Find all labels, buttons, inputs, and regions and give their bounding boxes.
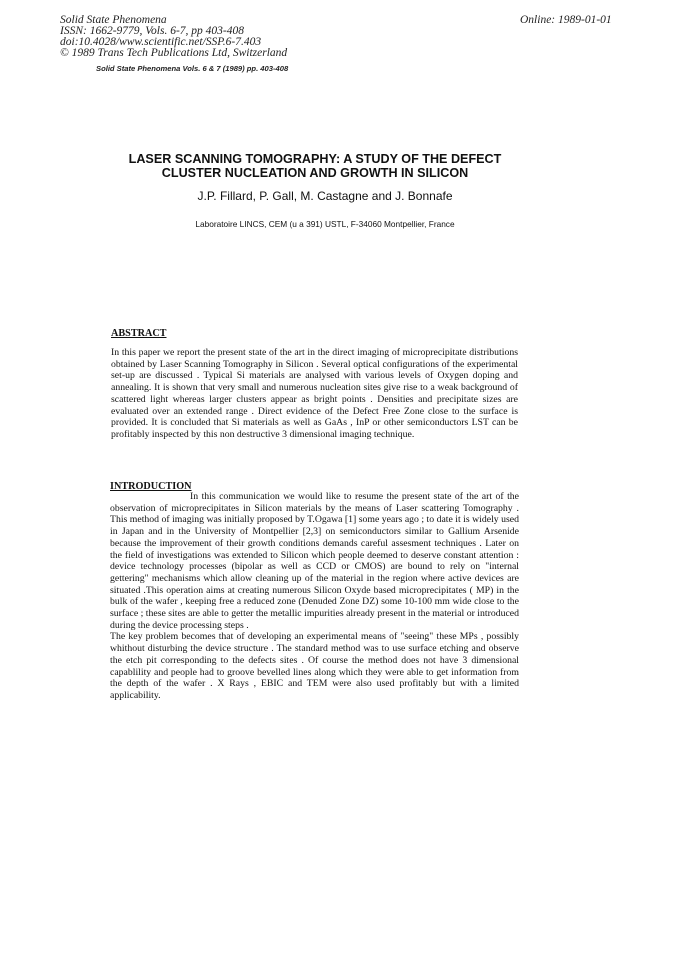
online-date: Online: 1989-01-01 bbox=[520, 14, 612, 26]
introduction-paragraph-1 bbox=[110, 491, 519, 631]
paper-authors: J.P. Fillard, P. Gall, M. Castagne and J. Bonnafe bbox=[197, 189, 453, 203]
publication-metadata bbox=[60, 15, 390, 59]
journal-name: Solid State Phenomena bbox=[60, 14, 167, 26]
running-head: Solid State Phenomena Vols. 6 & 7 (1989) pp. 403-408 bbox=[96, 64, 289, 73]
introduction-body bbox=[110, 491, 519, 702]
copyright-line: © 1989 Trans Tech Publications Ltd, Switzerland bbox=[60, 47, 288, 59]
introduction-heading: INTRODUCTION bbox=[110, 481, 192, 492]
paper-title: LASER SCANNING TOMOGRAPHY: A STUDY OF THE DEFECT CLUSTER NUCLEATION AND GROWTH IN SILICON bbox=[128, 152, 502, 180]
introduction-paragraph-1-text: In this communication we would like to resume the present state of the art of the observation of microprecipitates in Silicon materials by the means of Laser scattering Tomography . This method of imaging was initially proposed by T.Ogawa [1] some years ago ; to date it is widely used in Japan and in the University of Montpellier [2,3] on semiconductors similar to Gallium Arsenide because the improvement of their growth conditions demands careful assesment techniques . Later on the field of investigations was extended to Silicon which people deemed to deserve constant attention : device technology processes (bipolar as well as CCD or CMOS) are bound to rely on "internal gettering" mechanisms which allow cleaning up of the material in the region where active devices are situated .This operation aims at creating numerous Silicon Oxyde based microprecipitates ( MP) in the bulk of the wafer , keeping free a reduced zone (Denuded Zone DZ) some 10-100 mm wide close to the surface ; these sites are able to getter the metallic impurities already present in the material or introduced during the device processing steps . bbox=[110, 491, 519, 631]
paper-affiliation: Laboratoire LINCS, CEM (u a 391) USTL, F-34060 Montpellier, France bbox=[195, 219, 455, 229]
doi-link[interactable]: doi:10.4028/www.scientific.net/SSP.6-7.403 bbox=[60, 36, 262, 48]
abstract-text: In this paper we report the present state of the art in the direct imaging of microprecipitate distributions obtained by Laser Scanning Tomography in Silicon . Several optical configurations of the experimental set-up are discussed . Typical Si materials are analysed with various levels of Oxygen doping and annealing. It is shown that very small and numerous nucleation sites give rise to a weak background of scattered light whereas larger clusters appear as bright points . Densities and precipitate sizes are evaluated over an extended range . Direct evidence of the Defect Free Zone close to the surface is provided. It is concluded that Si materials as well as GaAs , InP or other semiconductors LST can be profitably inspected by this non destructive 3 dimensional imaging technique. bbox=[111, 347, 518, 440]
introduction-paragraph-2: The key problem becomes that of developing an experimental means of "seeing" these MPs , possibly whithout disturbing the device structure . The standard method was to use surface etching and observe the etch pit corresponding to the defects sites . Of course the method does not have 3 dimensional capablility and people had to groove bevelled lines along which they were able to get information from the depth of the wafer . X Rays , EBIC and TEM were also used profitably but with a limited applicability. bbox=[110, 631, 519, 701]
abstract-heading: ABSTRACT bbox=[111, 328, 167, 339]
issn-line: ISSN: 1662-9779, Vols. 6-7, pp 403-408 bbox=[60, 25, 244, 37]
